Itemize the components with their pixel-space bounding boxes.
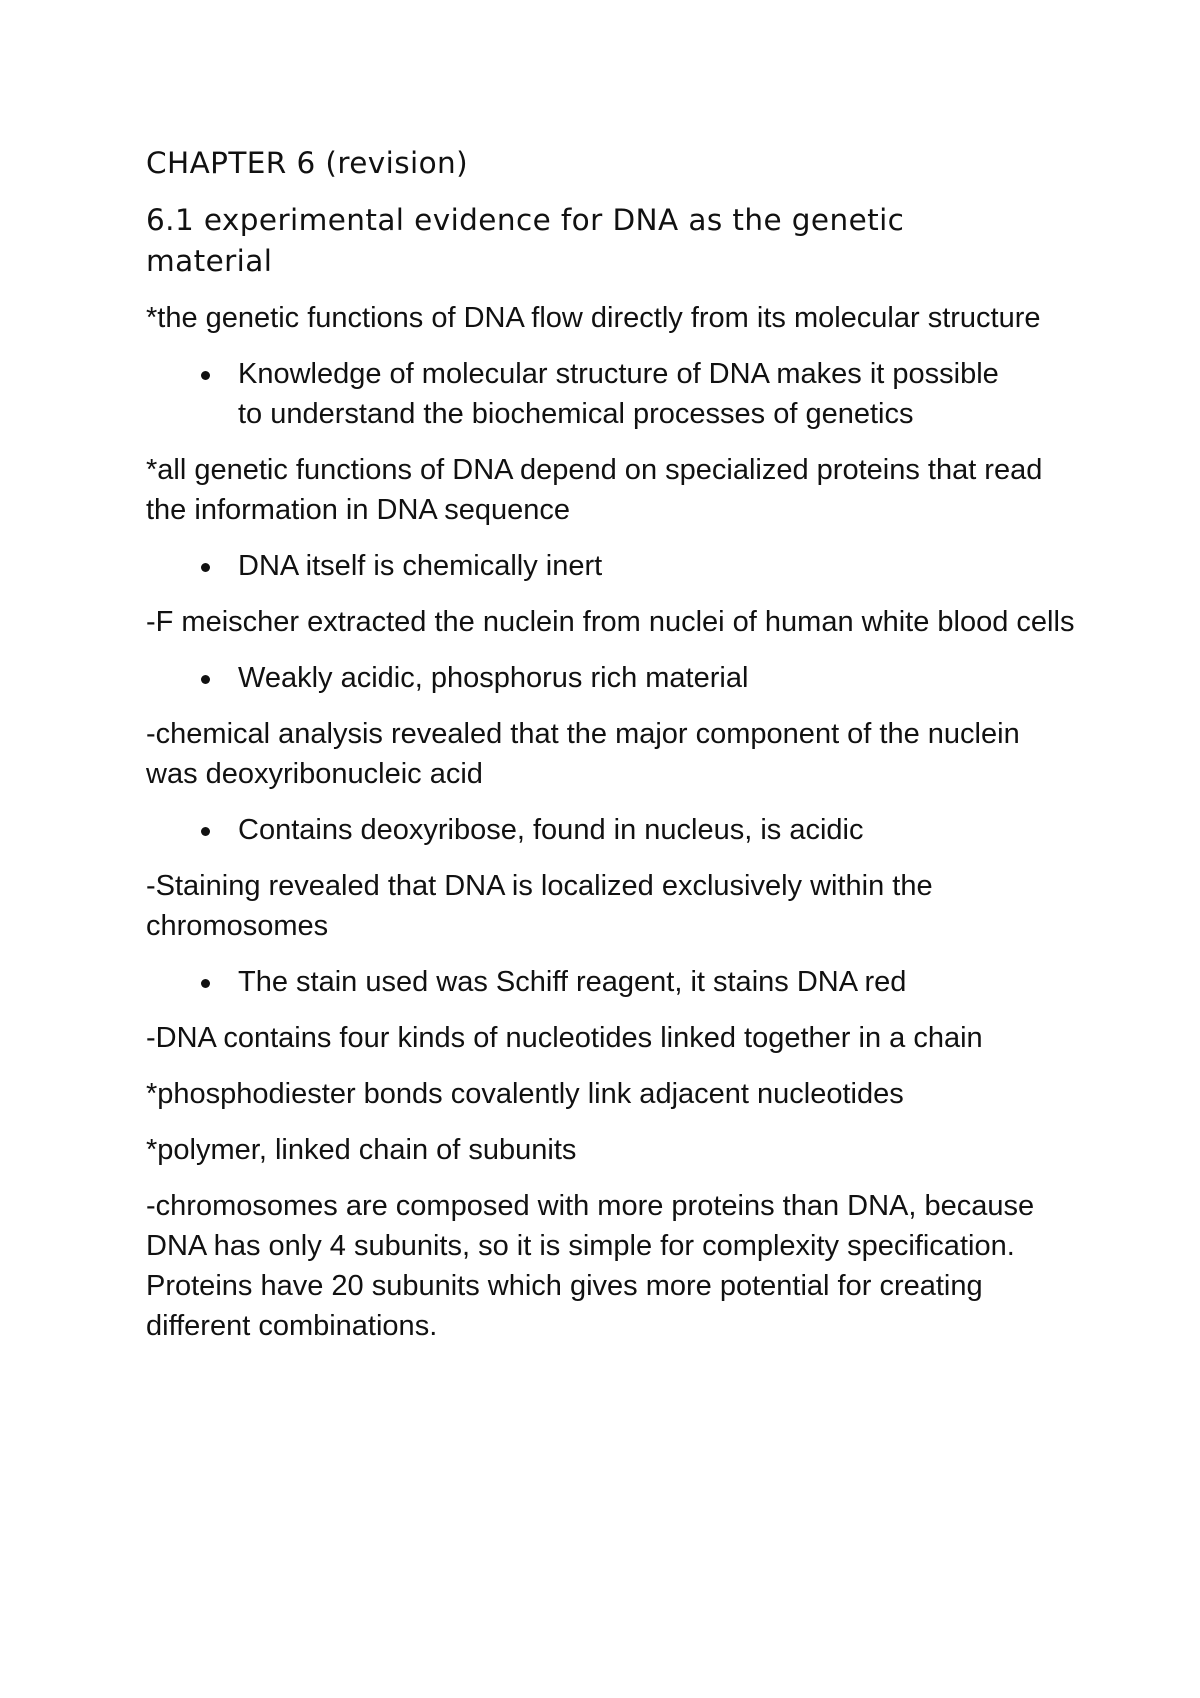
paragraph-chromosomes: -chromosomes are composed with more proteins than DNA, because DNA has only 4 subunits, so it is simple for complexity specification. Proteins have 20 subunits which gives more potential for creating different combinations. bbox=[146, 1190, 1035, 1342]
bullet-item bbox=[146, 810, 1028, 850]
bullet-dot-icon bbox=[201, 827, 210, 836]
bullet-dot-icon bbox=[201, 675, 210, 684]
bullet-item bbox=[146, 354, 1028, 434]
bullet-item bbox=[146, 546, 1028, 586]
paragraph-polymer: *polymer, linked chain of subunits bbox=[146, 1134, 577, 1166]
bullet-item bbox=[146, 962, 1028, 1002]
paragraph-genetic-functions: *the genetic functions of DNA flow directly from its molecular structure bbox=[146, 302, 1041, 334]
section-title: 6.1 experimental evidence for DNA as the genetic material bbox=[146, 203, 905, 278]
paragraph-chemical-analysis: -chemical analysis revealed that the major component of the nuclein was deoxyribonucleic acid bbox=[146, 718, 1020, 790]
bullet-dot-icon bbox=[201, 563, 210, 572]
bullet-text: Weakly acidic, phosphorus rich material bbox=[238, 662, 749, 694]
chapter-title: CHAPTER 6 (revision) bbox=[146, 146, 469, 180]
bullet-list bbox=[146, 658, 1076, 698]
paragraph-meischer: -F meischer extracted the nuclein from nuclei of human white blood cells bbox=[146, 606, 1075, 638]
bullet-list bbox=[146, 810, 1076, 850]
bullet-text: The stain used was Schiff reagent, it stains DNA red bbox=[238, 966, 907, 998]
bullet-dot-icon bbox=[201, 979, 210, 988]
bullet-list bbox=[146, 546, 1076, 586]
bullet-dot-icon bbox=[201, 371, 210, 380]
document-body bbox=[146, 143, 1076, 1362]
paragraph-nucleotides: -DNA contains four kinds of nucleotides linked together in a chain bbox=[146, 1022, 983, 1054]
bullet-list bbox=[146, 354, 1076, 434]
paragraph-phosphodiester: *phosphodiester bonds covalently link adjacent nucleotides bbox=[146, 1078, 904, 1110]
bullet-text: Contains deoxyribose, found in nucleus, is acidic bbox=[238, 814, 864, 846]
paragraph-staining: -Staining revealed that DNA is localized exclusively within the chromosomes bbox=[146, 870, 933, 942]
bullet-item bbox=[146, 658, 1028, 698]
paragraph-specialized-proteins: *all genetic functions of DNA depend on specialized proteins that read the information in DNA sequence bbox=[146, 454, 1043, 526]
bullet-text: DNA itself is chemically inert bbox=[238, 550, 603, 582]
bullet-text: Knowledge of molecular structure of DNA makes it possible to understand the biochemical processes of genetics bbox=[238, 358, 999, 430]
bullet-list bbox=[146, 962, 1076, 1002]
